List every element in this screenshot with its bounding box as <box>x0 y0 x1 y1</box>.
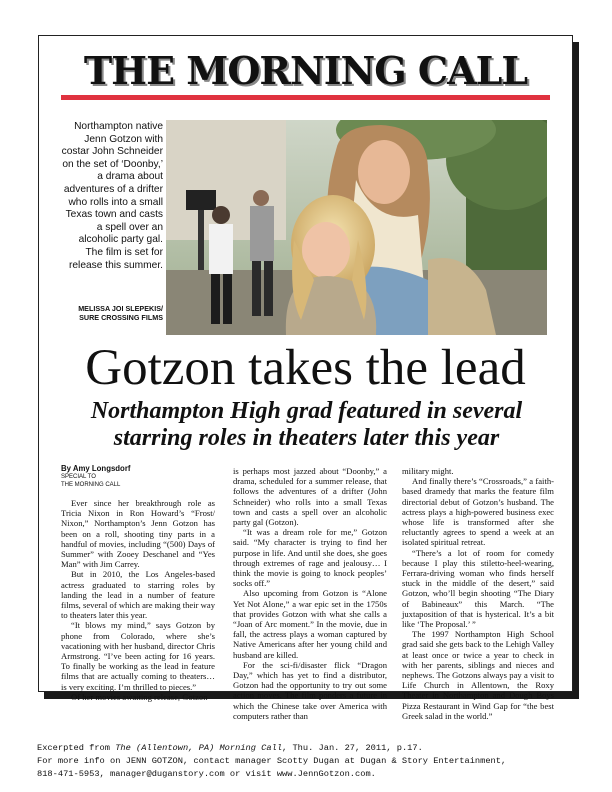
footer-line-1 <box>37 742 506 755</box>
paragraph: “It blows my mind,” says Gotzon by phone from Colorado, where she’s vacationing with her husband, director Chris Armstrong. “I’ve been acting for 16 years. To finally be working as the lead in feature films that are actually coming to theaters… is very exciting. I’m thrilled to pieces.” <box>61 620 215 692</box>
paragraph: “It was a dream role for me,” Gotzon said. “My character is trying to find her purpose in life. And until she does, she goes through extremes of rage and jealousy… I think the movie is going to knock peoples’ socks off.” <box>233 527 387 589</box>
masthead-rule <box>61 95 550 100</box>
byline-affiliation <box>61 474 120 489</box>
footer-prefix: Excerpted from <box>37 743 116 753</box>
photo-credit-line2: SURE CROSSING FILMS <box>79 313 163 322</box>
photo-credit-line1: MELISSA JOI SLEPEKIS/ <box>78 304 163 313</box>
paragraph: Ever since her breakthrough role as Tricia Nixon in Ron Howard’s “Frost/ Nixon,” Northampton’s Jenn Gotzon has been on a roll, shooting tiny parts in a handful of movies, including “(500) Days of Summer” with Zooey Deschanel and “Yes Man” with Jim Carrey. <box>61 498 215 570</box>
footer-line-2: For more info on JENN GOTZON, contact manager Scotty Dugan at Dugan & Story Entertainment, <box>37 756 507 766</box>
photo-credit <box>61 304 163 322</box>
masthead: THE MORNING CALL <box>83 48 528 93</box>
article-column-3 <box>402 466 554 721</box>
footer-suffix: , Thu. Jan. 27, 2011, p.17. <box>282 743 423 753</box>
byline-affiliation-line2: THE MORNING CALL <box>61 481 121 488</box>
article-column-1 <box>61 498 215 702</box>
article-column-2 <box>233 466 387 721</box>
photo-illustration <box>166 120 547 335</box>
footer-line-3: 818-471-5953, manager@duganstory.com or visit www.JennGotzon.com. <box>37 769 376 779</box>
paragraph: But in 2010, the Los Angeles-based actress graduated to starring roles by landing the lead in a number of feature films, several of which are making their way to theaters later this year. <box>61 569 215 621</box>
article-photo <box>166 120 547 335</box>
paragraph: For the sci-fi/disaster flick “Dragon Day,” which has yet to find a distributor, Gotzon had the opportunity to try out some action moves. The film ponders a future in which the Chinese take over America with computers rather than <box>233 659 387 721</box>
byline: By Amy Longsdorf <box>61 464 131 473</box>
footer-source: The (Allentown, PA) Morning Call <box>115 743 283 753</box>
newspaper-clipping <box>38 35 573 721</box>
paragraph: And finally there’s “Crossroads,” a faith-based dramedy that marks the feature film directorial debut of Gotzon’s husband. The actress plays a high-powered business exec whose life is transformed after she reluctantly agrees to spend a week at an isolated spiritual retreat. <box>402 476 554 548</box>
headline: Gotzon takes the lead <box>85 340 526 396</box>
paragraph: The 1997 Northampton High School grad said she gets back to the Lehigh Valley at least once or twice a year to check in with her parents, siblings and nieces and nephews. The Gotzons always pay a visit to Life Church in Allentown, the Roxy Theater in Northampton and Dough Boys Pizza Restaurant in Wind Gap for “the best Greek salad in the world.” <box>402 629 554 721</box>
paragraph: “There’s a lot of room for comedy because I play this stiletto-heel-wearing, Ferrara-driving woman who finds herself stuck in the middle of the desert,” said Gotzon, who’ll begin shooting “The Diary of Babineaux” this March. “The juxtaposition of that is hysterical. It’s a bit like ‘The Proposal.’ ” <box>402 547 554 630</box>
subheadline: Northampton High grad featured in several starring roles in theaters later this year <box>90 398 523 451</box>
byline-affiliation-line1: SPECIAL TO <box>61 474 96 480</box>
photo-caption: Northampton native Jenn Gotzon with costar John Schneider on the set of ‘Doonby,’ a drama about adventures of a drifter who rolls into a small Texas town and casts a spell over an alcoholic party gal. The film is set for release this summer. <box>61 121 163 271</box>
footer-note <box>37 742 506 781</box>
paragraph: is perhaps most jazzed about “Doonby,” a drama, scheduled for a summer release, that follows the adventures of a drifter (John Schneider) who rolls into a small Texas town and casts a spell over an alcoholic party gal (Gotzon). <box>233 466 387 528</box>
paragraph: military might. <box>402 466 454 476</box>
paragraph: Of her movies awaiting release, Gotzon <box>71 691 208 702</box>
paragraph: Also upcoming from Gotzon is “Alone Yet Not Alone,” a war epic set in the 1750s that provides Gotzon with what she calls a “Joan of Arc moment.” In the movie, due in fall, the actress plays a woman captured by Native Americans after her young child and husband are killed. <box>233 588 387 660</box>
